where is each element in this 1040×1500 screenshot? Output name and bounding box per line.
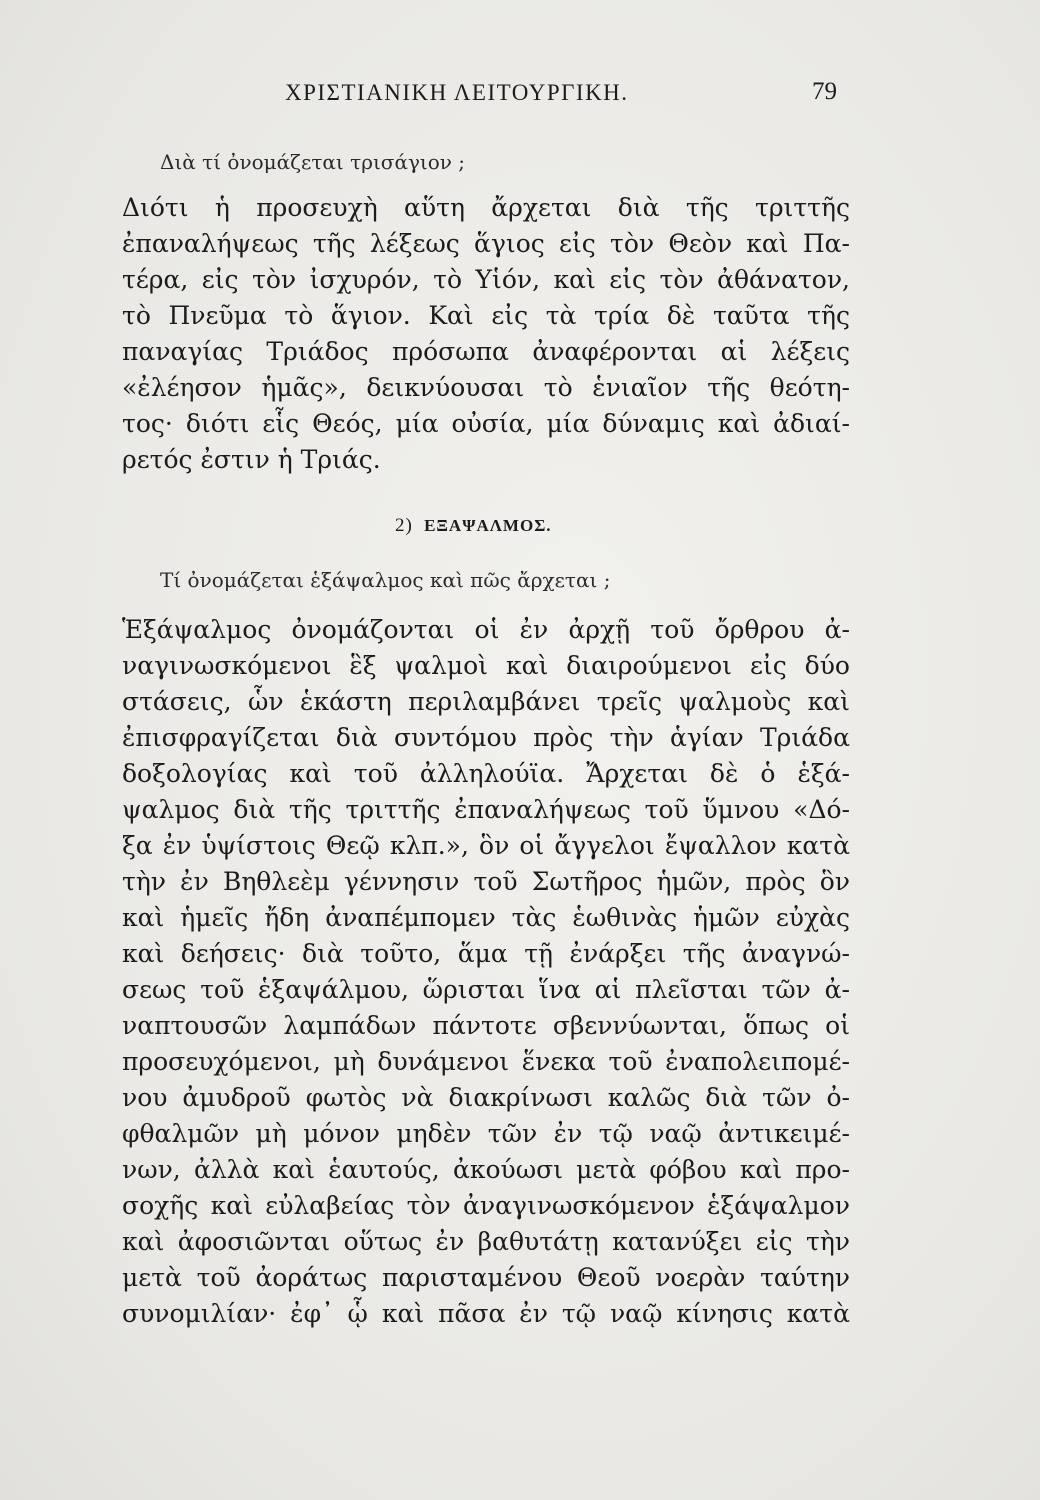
text-line: ξα ἐν ὑψίστοις Θεῷ κλπ.», ὃν οἱ ἄγγελοι ἔψαλλον κατὰ — [122, 831, 850, 860]
text-line: προσευχόμενοι, μὴ δυνάμενοι ἕνεκα τοῦ ἐναπολειπομέ- — [122, 1047, 850, 1076]
section-title: ΕΞΑΨΑΛΜΟΣ. — [424, 516, 552, 535]
text-line: «ἐλέησον ἡμᾶς», δεικνύουσαι τὸ ἑνιαῖον τῆς θεότη- — [122, 373, 850, 402]
text-line: Ἑξάψαλμος ὀνομάζονται οἱ ἐν ἀρχῇ τοῦ ὄρθρου ἀ- — [122, 615, 850, 644]
section-heading — [395, 515, 552, 537]
text-line: μετὰ τοῦ ἀοράτως παρισταμένου Θεοῦ νοερὰν ταύτην — [122, 1263, 850, 1292]
text-line: νων, ἀλλὰ καὶ ἑαυτούς, ἀκούωσι μετὰ φόβου καὶ προ- — [122, 1155, 850, 1184]
text-line: σοχῆς καὶ εὐλαβείας τὸν ἀναγινωσκόμενον ἑξάψαλμον — [122, 1191, 850, 1220]
text-line: νου ἀμυδροῦ φωτὸς νὰ διακρίνωσι καλῶς διὰ τῶν ὀ- — [122, 1083, 850, 1112]
text-line: στάσεις, ὧν ἑκάστη περιλαμβάνει τρεῖς ψαλμοὺς καὶ — [122, 687, 850, 716]
text-line: τὴν ἐν Βηθλεὲμ γέννησιν τοῦ Σωτῆρος ἡμῶν, πρὸς ὃν — [122, 867, 850, 896]
text-line: ναγινωσκόμενοι ἓξ ψαλμοὶ καὶ διαιρούμενοι εἰς δύο — [122, 651, 850, 680]
text-line: τέρα, εἰς τὸν ἰσχυρόν, τὸ Υἱόν, καὶ εἰς τὸν ἀθάνατον, — [122, 265, 850, 294]
paragraph-exapsalmos-answer — [122, 612, 850, 1332]
running-head: ΧΡΙΣΤΙΑΝΙΚΗ ΛΕΙΤΟΥΡΓΙΚΗ. — [285, 80, 629, 105]
question-trisagion: Διὰ τί ὀνομάζεται τρισάγιον ; — [160, 150, 466, 174]
text-line: ἐπισφραγίζεται διὰ συντόμου πρὸς τὴν ἁγίαν Τριάδα — [122, 723, 850, 752]
text-line: τὸ Πνεῦμα τὸ ἅγιον. Καὶ εἰς τὰ τρία δὲ ταῦτα τῆς — [122, 301, 850, 330]
text-line: καὶ ἡμεῖς ἤδη ἀναπέμπομεν τὰς ἑωθινὰς ἡμῶν εὐχὰς — [122, 903, 850, 932]
text-line: παναγίας Τριάδος πρόσωπα ἀναφέρονται αἱ λέξεις — [122, 337, 850, 366]
text-line: ρετός ἐστιν ἡ Τριάς. — [122, 445, 381, 474]
text-line: καὶ ἀφοσιῶνται οὕτως ἐν βαθυτάτῃ κατανύξει εἰς τὴν — [122, 1227, 850, 1256]
section-number: 2) — [395, 515, 413, 536]
text-line: Διότι ἡ προσευχὴ αὕτη ἄρχεται διὰ τῆς τριττῆς — [122, 193, 850, 222]
question-exapsalmos: Τί ὀνομάζεται ἑξάψαλμος καὶ πῶς ἄρχεται ; — [160, 568, 611, 592]
page-number: 79 — [812, 78, 837, 105]
text-line: τος· διότι εἷς Θεός, μία οὐσία, μία δύναμις καὶ ἀδιαί- — [122, 409, 850, 438]
text-line: σεως τοῦ ἑξαψάλμου, ὥρισται ἵνα αἱ πλεῖσται τῶν ἀ- — [122, 975, 850, 1004]
text-line: συνομιλίαν· ἐφ᾽ ᾧ καὶ πᾶσα ἐν τῷ ναῷ κίνησις κατὰ — [122, 1299, 850, 1328]
text-line: ἐπαναλήψεως τῆς λέξεως ἅγιος εἰς τὸν Θεὸν καὶ Πα- — [122, 229, 850, 258]
paragraph-trisagion-answer — [122, 190, 850, 478]
text-line: δοξολογίας καὶ τοῦ ἀλληλούϊα. Ἄρχεται δὲ ὁ ἑξά- — [122, 759, 850, 788]
text-line: καὶ δεήσεις· διὰ τοῦτο, ἅμα τῇ ἐνάρξει τῆς ἀναγνώ- — [122, 939, 850, 968]
text-line: ψαλμος διὰ τῆς τριττῆς ἐπαναλήψεως τοῦ ὕμνου «Δό- — [122, 795, 850, 824]
text-line: φθαλμῶν μὴ μόνον μηδὲν τῶν ἐν τῷ ναῷ ἀντικειμέ- — [122, 1119, 850, 1148]
text-line: ναπτουσῶν λαμπάδων πάντοτε σβεννύωνται, ὅπως οἱ — [122, 1011, 850, 1040]
